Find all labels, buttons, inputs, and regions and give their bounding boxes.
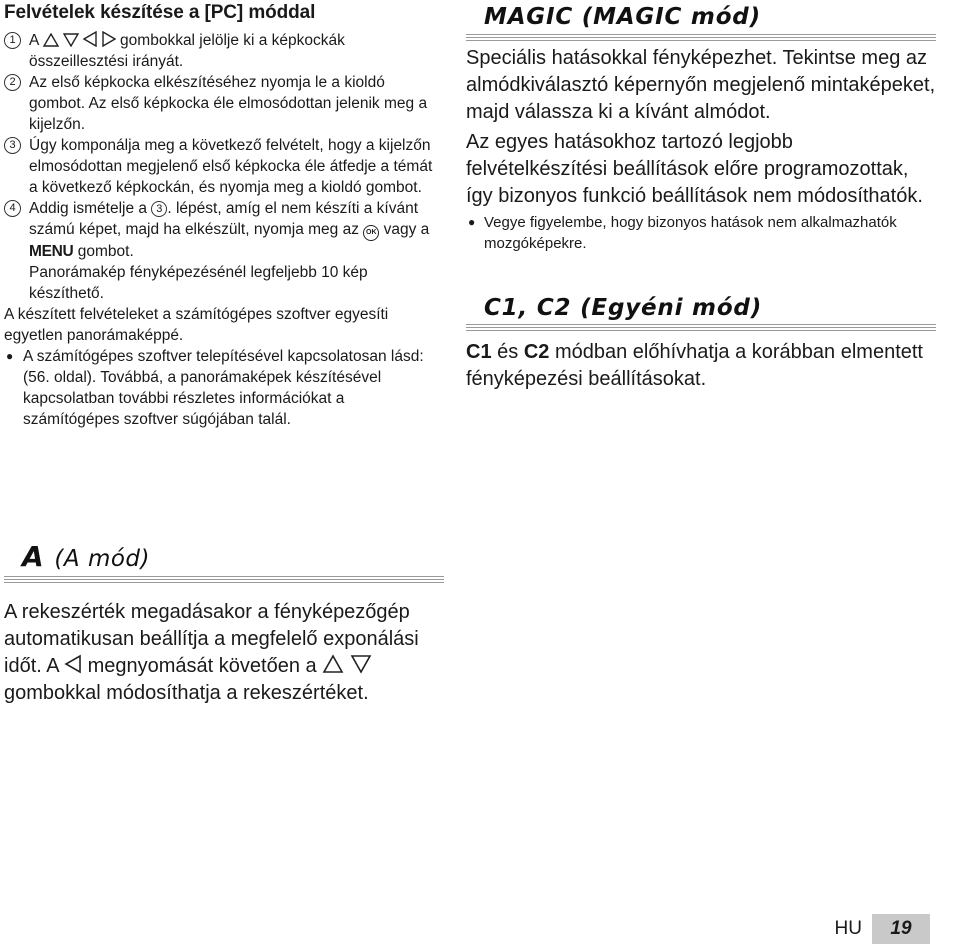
body-text: és [491,341,524,363]
step-1 [4,30,444,72]
page-footer [835,914,930,944]
step-4-note: Panorámakép fényképezésénél legfeljebb 10 kép készíthető. [29,264,368,302]
step-text: . lépést, amíg el nem készíti a kívánt számú képet, majd ha elkészült, nyomja meg az [29,200,419,238]
bullet-text: A számítógépes szoftver telepítésével kapcsolatosan lásd: (56. oldal). Továbbá, a panorámaképek készítésével kapcsolatban további részletes információkat a számítógépes szoftver súgójában talál. [23,348,424,428]
mode-c1-label: C1 [466,341,492,363]
menu-button-label: MENU [29,243,74,260]
down-arrow-icon [63,33,79,47]
step-number: 1 [4,32,21,49]
magic-mode-heading [466,0,936,41]
right-arrow-icon [102,31,116,47]
heading-rule [466,324,936,331]
panorama-paragraph: A készített felvételeket a számítógépes szoftver egyesíti egyetlen panorámaképpé. [4,306,389,344]
magic-heading-text: MAGIC (MAGIC mód) [484,4,761,30]
step-4 [4,198,444,304]
heading-mode-name: (A mód) [54,546,150,572]
step-number: 3 [4,137,21,154]
aperture-mode-section [4,540,444,707]
aperture-mode-text [4,599,444,707]
step-number: 4 [4,200,21,217]
step-text: gombot. [73,243,134,260]
heading-mode-letter: A [22,540,45,573]
heading-rule [466,34,936,41]
step-text: A [29,32,43,49]
step-text: Az első képkocka elkészítéséhez nyomja le a kioldó gombot. Az első képkocka éle elmosódottan jelenik meg a kijelzőn. [29,74,428,133]
bullet-dot: ● [468,215,476,229]
up-arrow-icon [43,33,59,47]
step-ref: 3 [151,201,167,217]
step-text: vagy a [379,221,430,238]
step-3 [4,135,444,198]
panorama-pc-section [4,0,444,430]
software-bullet [4,346,444,430]
magic-bullet [466,212,936,254]
step-text: Úgy komponálja meg a következő felvételt, hogy a kijelzőn elmosódottan megjelenő első képkocka éle átfedje a témát a következő képkockán, és nyomja meg a kioldó gombot. [29,137,433,196]
magic-paragraph-1: Speciális hatásokkal fényképezhet. Tekintse meg az almódkiválasztó képernyőn megjelenő mintaképeket, majd válassza ki a kívánt almódot. [466,47,936,123]
bullet-text: Vegye figyelembe, hogy bizonyos hatások nem alkalmazhatók mozgóképekre. [484,214,897,252]
language-code: HU [834,918,862,939]
custom-heading-text: C1, C2 (Egyéni mód) [484,295,763,321]
right-column [466,0,936,393]
custom-mode-heading [466,292,936,331]
step-number: 2 [4,74,21,91]
mode-c2-label: C2 [523,341,550,363]
page-number: 19 [872,914,930,944]
heading-rule [4,576,444,583]
step-2 [4,72,444,135]
section-title: Felvételek készítése a [PC] móddal [4,2,316,23]
body-text: A rekeszérték megadásakor a fényképezőgép automatikusan beállítja a megfelelő exponálási időt. A [4,601,419,677]
down-arrow-icon [350,654,372,674]
left-arrow-icon [64,654,82,674]
left-arrow-icon [83,31,97,47]
step-text: gombokkal jelölje ki a képkockák összeillesztési irányát. [29,32,345,70]
bullet-dot: ● [6,349,14,363]
ok-button-icon: OK [363,225,379,241]
body-text: gombokkal módosíthatja a rekeszértéket. [4,682,369,704]
body-text: módban előhívhatja a korábban elmentett fényképezési beállításokat. [466,341,923,390]
body-text: megnyomását követően a [82,655,323,677]
custom-mode-text [466,339,936,393]
step-text: Addig ismételje a [29,200,152,217]
magic-paragraph-2: Az egyes hatásokhoz tartozó legjobb felvételkészítési beállítások előre programozottak, így bizonyos funkció beállítások nem módosíthatók. [466,131,923,207]
aperture-mode-heading [4,540,444,583]
up-arrow-icon [322,654,344,674]
